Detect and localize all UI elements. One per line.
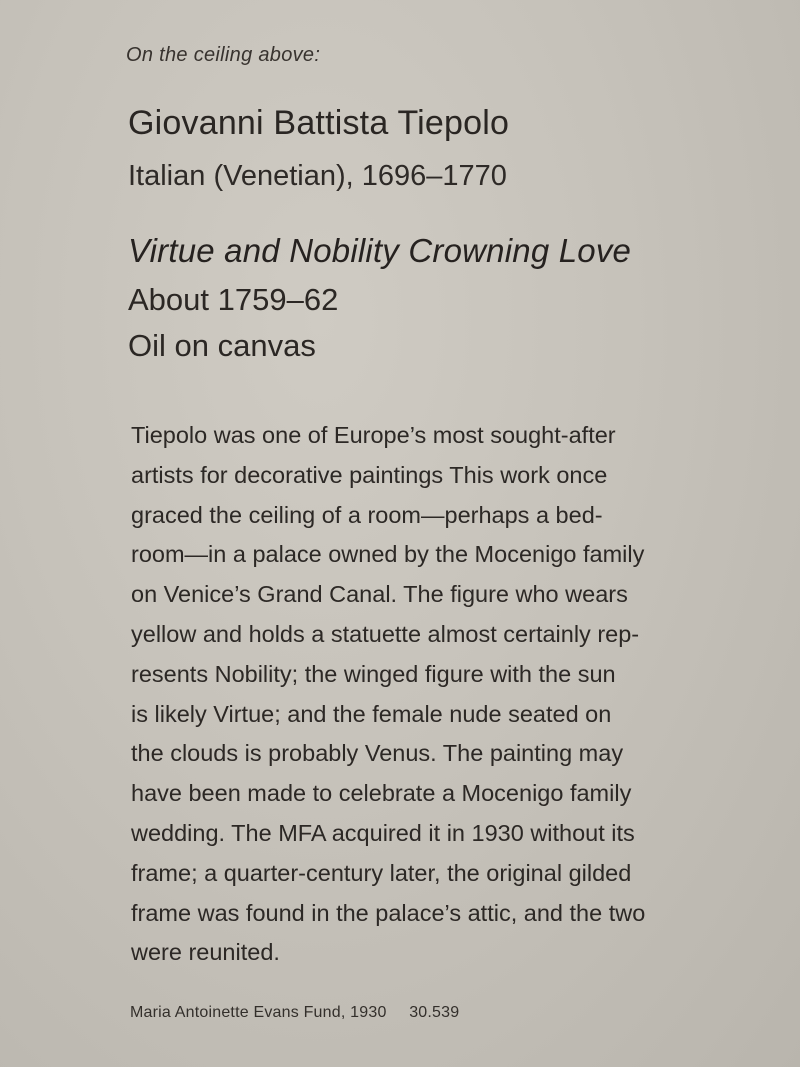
description-line: room—in a palace owned by the Mocenigo family <box>131 541 645 568</box>
description-line: graced the ceiling of a room—perhaps a bed- <box>131 501 603 528</box>
description-line: frame; a quarter-century later, the original gilded <box>131 859 632 886</box>
description-text <box>131 416 671 973</box>
artist-name: Giovanni Battista Tiepolo <box>128 104 510 142</box>
credit-fund: Maria Antoinette Evans Fund, 1930 <box>130 1004 387 1021</box>
description-line: resents Nobility; the winged figure with the sun <box>131 660 616 687</box>
credit-line <box>130 1004 459 1022</box>
description-line: have been made to celebrate a Mocenigo family <box>131 780 632 807</box>
description-line: is likely Virtue; and the female nude seated on <box>131 700 612 727</box>
artwork-medium: Oil on canvas <box>128 328 316 363</box>
description-line: frame was found in the palace’s attic, and the two <box>131 899 646 926</box>
artwork-date: About 1759–62 <box>128 282 339 317</box>
description-line: on Venice’s Grand Canal. The figure who wears <box>131 581 628 608</box>
description-line: were reunited. <box>131 939 280 966</box>
description-line: Tiepolo was one of Europe’s most sought-after <box>131 422 616 448</box>
accession-number: 30.539 <box>409 1004 460 1021</box>
description-line: yellow and holds a statuette almost certainly rep- <box>131 620 640 647</box>
description-line: artists for decorative paintings This work once <box>131 461 608 488</box>
description-line: wedding. The MFA acquired it in 1930 without its <box>131 819 635 846</box>
artwork-title: Virtue and Nobility Crowning Love <box>128 232 632 269</box>
artist-nationality-dates: Italian (Venetian), 1696–1770 <box>128 160 507 192</box>
description-line: the clouds is probably Venus. The painting may <box>131 740 624 767</box>
location-note: On the ceiling above: <box>126 44 321 66</box>
